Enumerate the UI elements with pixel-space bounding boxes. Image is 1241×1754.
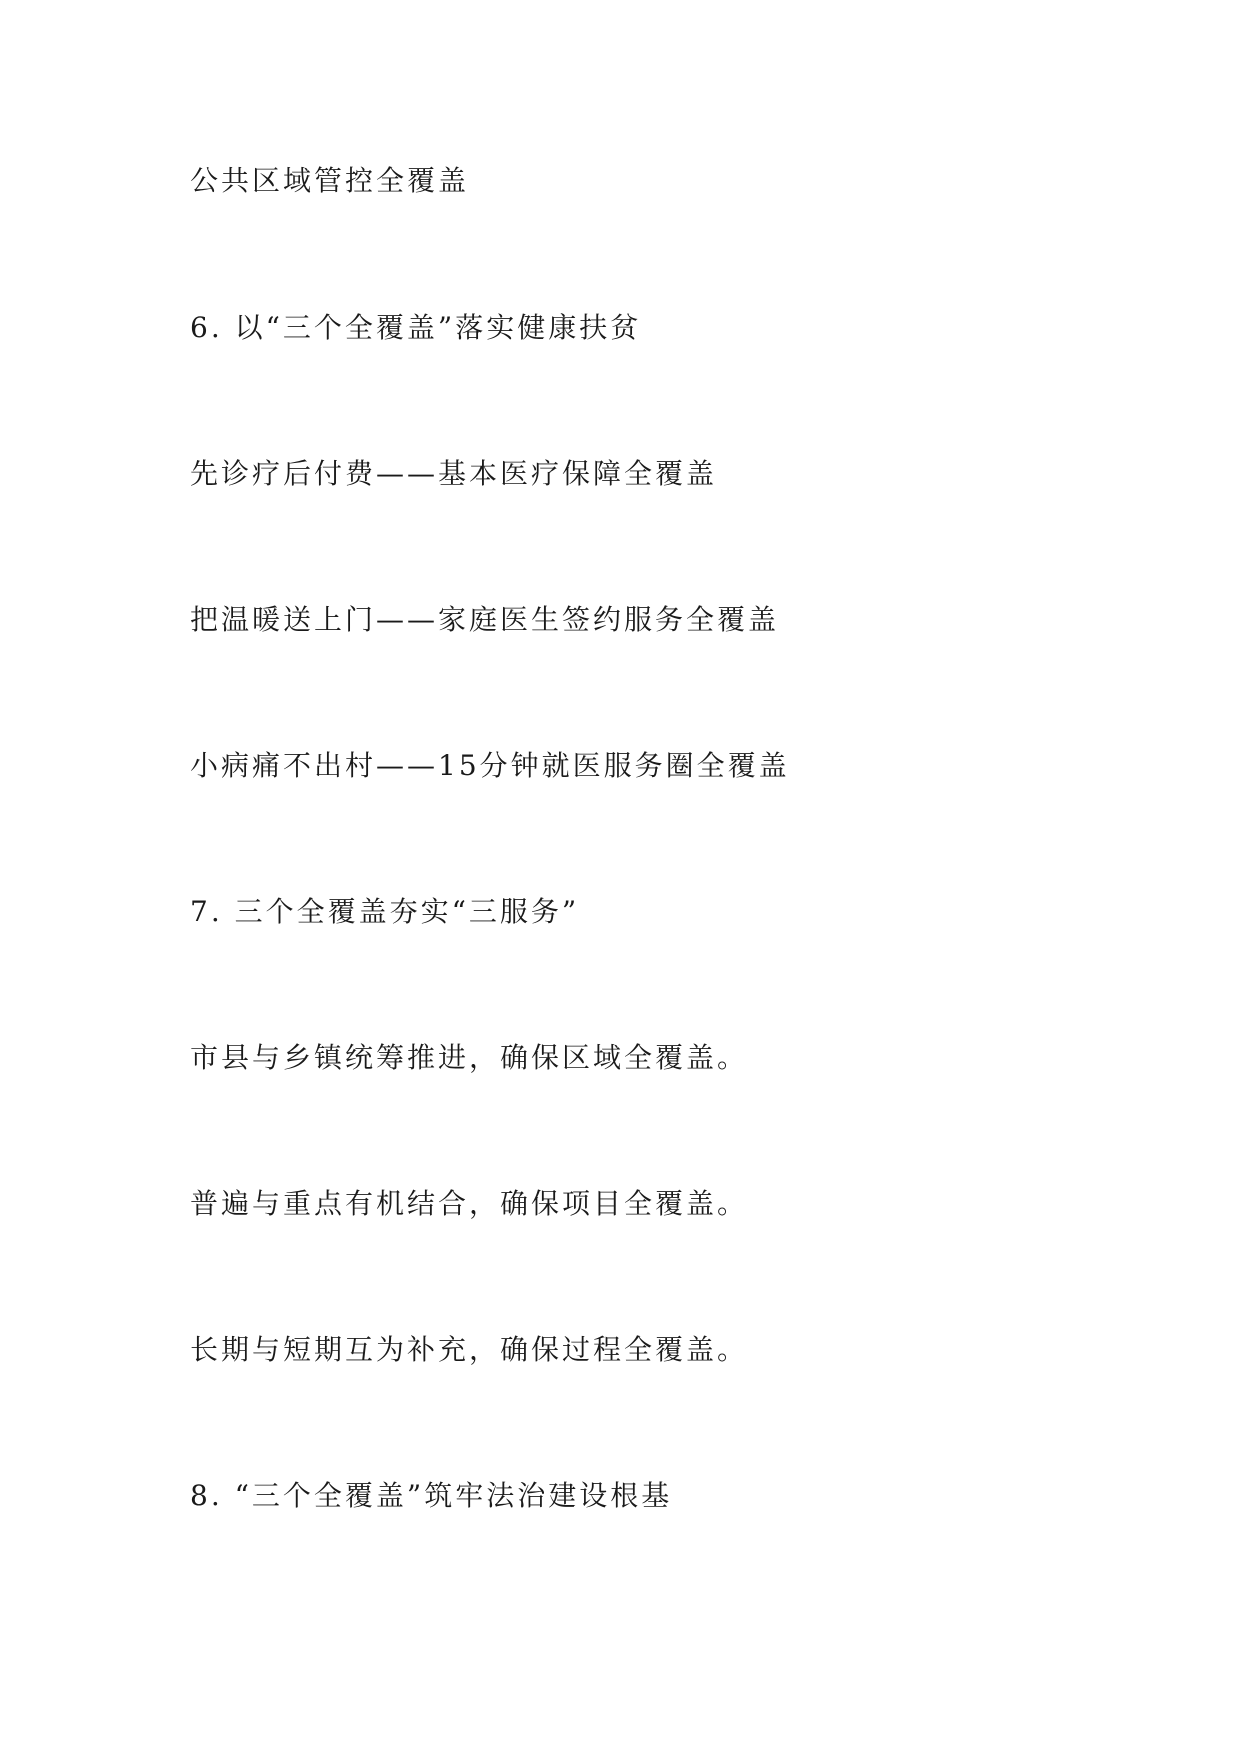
text-line-region-coverage: 市县与乡镇统筹推进，确保区域全覆盖。 <box>190 1041 749 1074</box>
text-line-basic-medical-insurance: 先诊疗后付费——基本医疗保障全覆盖 <box>190 457 718 490</box>
text-line-15-minute-medical-circle: 小病痛不出村——15分钟就医服务圈全覆盖 <box>190 749 790 782</box>
text-line-project-coverage: 普遍与重点有机结合，确保项目全覆盖。 <box>190 1187 749 1220</box>
text-line-process-coverage: 长期与短期互为补充，确保过程全覆盖。 <box>190 1333 749 1366</box>
heading-6-health-poverty: 6. 以“三个全覆盖”落实健康扶贫 <box>190 311 642 344</box>
text-line-family-doctor-service: 把温暖送上门——家庭医生签约服务全覆盖 <box>190 603 780 636</box>
heading-8-rule-of-law: 8. “三个全覆盖”筑牢法治建设根基 <box>190 1479 673 1512</box>
heading-7-three-services: 7. 三个全覆盖夯实“三服务” <box>190 895 580 928</box>
text-line-public-area-control: 公共区域管控全覆盖 <box>190 164 470 197</box>
